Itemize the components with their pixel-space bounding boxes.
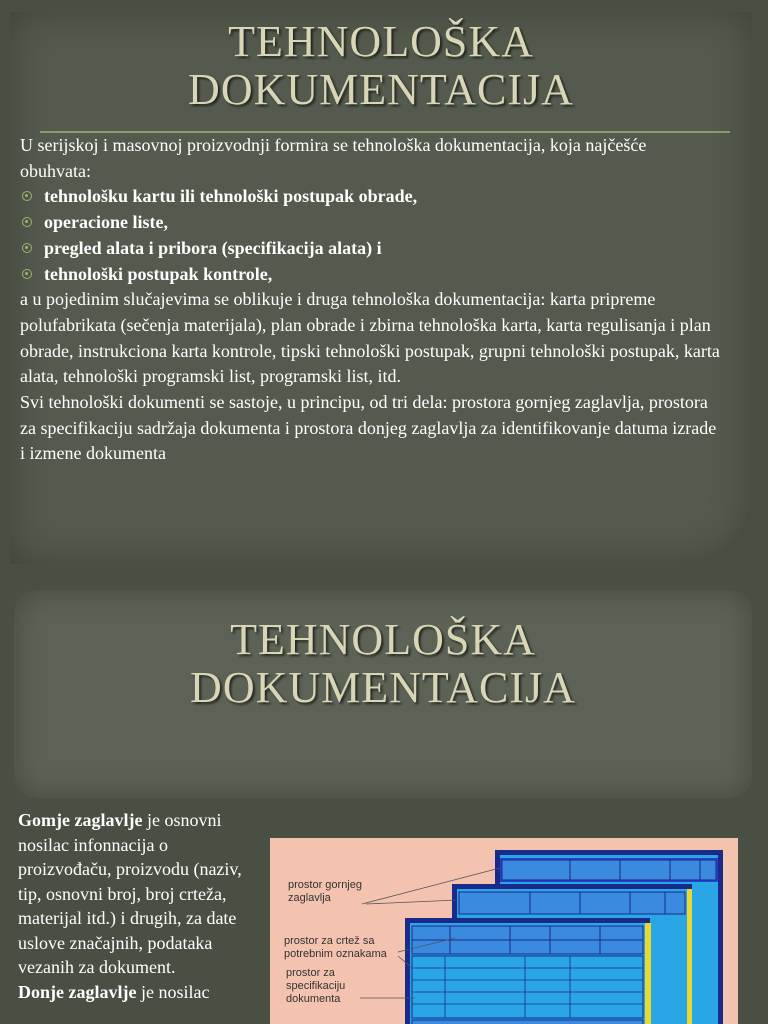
slide-1-title-line-2: DOKUMENTACIJA: [188, 65, 574, 114]
lower-header-term: Donje zaglavlje: [18, 981, 137, 1002]
label-upper-header-line-2: zaglavlja: [288, 892, 331, 904]
slide-1-title-line-1: TEHNOLOŠKA: [228, 17, 534, 66]
slide-2-left-text: [18, 808, 264, 1004]
bullet-item-3: [20, 236, 720, 262]
document-sheets-illustration: [270, 838, 738, 1024]
paragraph-3: Svi tehnološki dokumenti se sastoje, u principu, od tri dela: prostora gornjeg zaglavlja, prostora za specifikaciju sadržaja dokumenta i prostora donjeg zaglavlja za identifikovanje datuma izrade i izmene dokumenta: [20, 392, 717, 464]
upper-header-description: je osnovni nosilac infonnacija o proizvođaču, proizvodu (naziv, tip, osnovni broj, broj crteža, materijal itd.) i drugih, za date uslove značajnih, podataka vezanih za dokument.: [18, 810, 242, 977]
slide-2-title-line-1: TEHNOLOŠKA: [230, 615, 536, 664]
paragraph-2: a u pojedinim slučajevima se oblikuje i druga tehnološka dokumentacija: karta pripreme polufabrikata (sečenja materijala), plan obrade i zbirna tehnološka karta, karta regulisanja i plan obrade, instrukciona karta kontrole, tipski tehnološki postupak, grupni tehnološki postupak, karta alata, tehnološki programski list, programski list, itd.: [20, 289, 720, 387]
label-spec-line-2: specifikaciju: [286, 980, 346, 992]
bullet-icon: [22, 191, 32, 201]
label-drawing-line-1: prostor za crtež sa: [284, 935, 375, 947]
bullet-item-4: [20, 262, 720, 288]
slide-1-title: [10, 18, 752, 114]
document-layout-figure: [270, 838, 738, 1024]
label-upper-header-line-1: prostor gornjeg: [288, 879, 362, 891]
label-spec-line-1: prostor za: [286, 967, 335, 979]
slide-2-title-box: [14, 590, 752, 798]
intro-text: U serijskoj i masovnoj proizvodnji formira se tehnološka dokumentacija, koja najčešće obuhvata:: [20, 135, 647, 181]
bullet-icon: [22, 243, 32, 253]
bullet-text: operacione liste,: [44, 212, 168, 233]
bullet-item-2: [20, 210, 720, 236]
bullet-text: pregled alata i pribora (specifikacija alata) i: [44, 237, 382, 258]
label-drawing-line-2: potrebnim oznakama: [284, 948, 387, 960]
bullet-icon: [22, 269, 32, 279]
bullet-text: tehnološki postupak kontrole,: [44, 263, 273, 284]
slide-2-title: [14, 616, 752, 712]
bullet-text: tehnološku kartu ili tehnološki postupak obrade,: [44, 186, 418, 207]
slide-2-title-line-2: DOKUMENTACIJA: [190, 663, 576, 712]
label-spec-line-3: dokumenta: [286, 993, 341, 1005]
lower-header-description: je nosilac: [136, 981, 210, 1002]
slide-1-body: [20, 133, 720, 467]
bullet-item-1: [20, 184, 720, 210]
upper-header-term: Gomje zaglavlje: [18, 810, 143, 830]
sheet-front: [405, 918, 651, 1024]
bullet-icon: [22, 217, 32, 227]
